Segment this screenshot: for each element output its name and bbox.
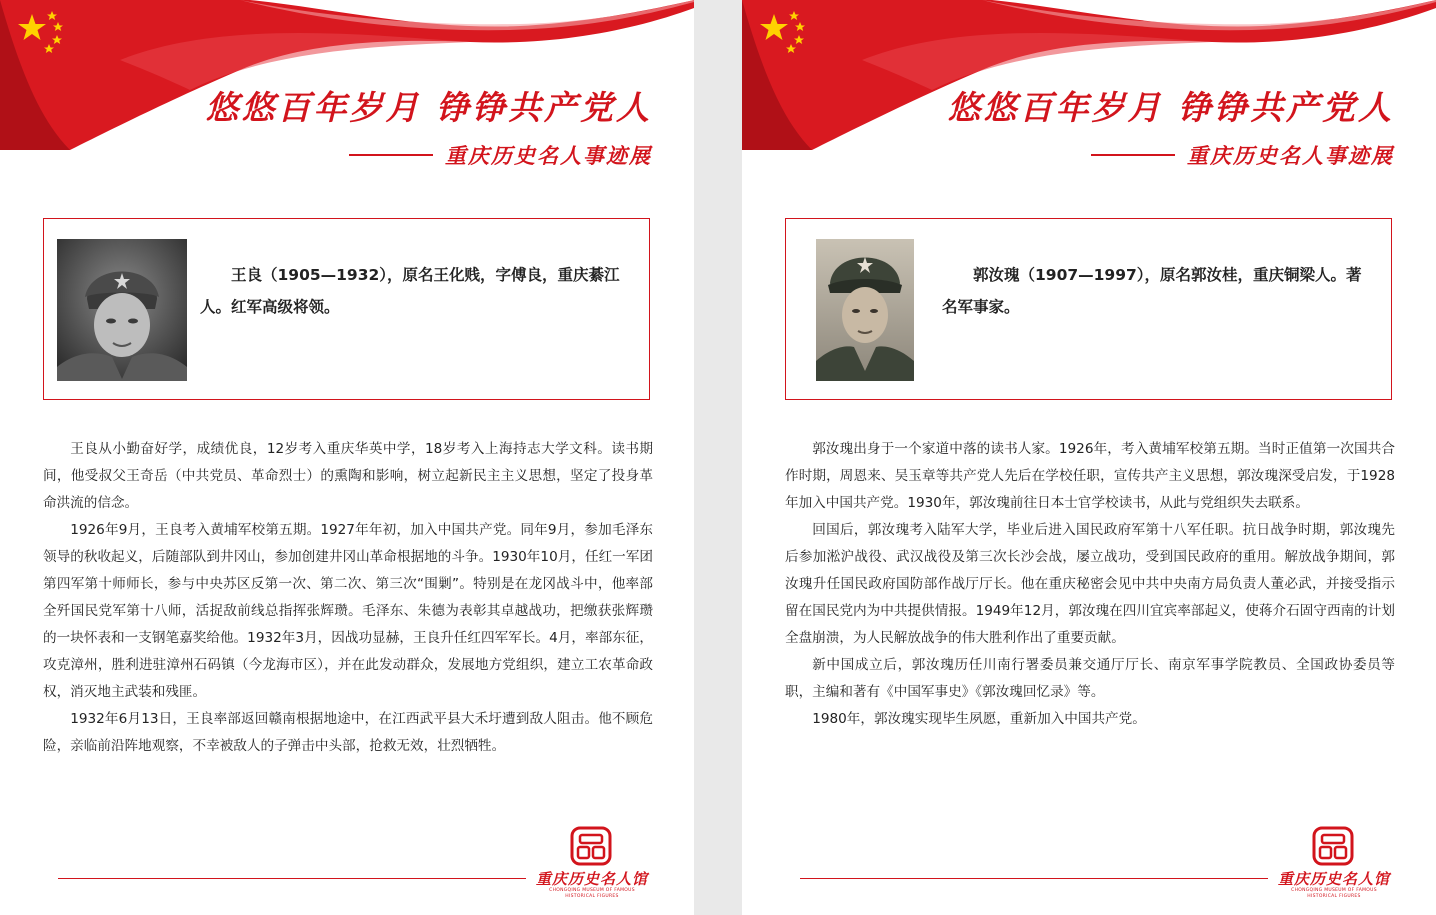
paragraph: 1932年6月13日，王良率部返回赣南根据地途中，在江西武平县大禾圩遭到敌人阻击。他不顾危险，亲临前沿阵地观察，不幸被敌人的子弹击中头部，抢救无效，壮烈牺牲。: [43, 711, 653, 754]
profile-intro: 王良（1905—1932），原名王化贱，字傅良，重庆綦江人。红军高级将领。: [200, 266, 620, 316]
museum-en-line: CHONGQING MUSEUM OF FAMOUS: [549, 888, 635, 893]
subtitle-row: [349, 140, 652, 170]
biography-text: [43, 436, 653, 760]
footer-divider: [58, 878, 526, 879]
exhibition-subtitle: 重庆历史名人事迹展: [1187, 143, 1394, 168]
profile-card: [785, 218, 1392, 400]
paragraph: 郭汝瑰出身于一个家道中落的读书人家。1926年，考入黄埔军校第五期。当时正值第一次国共合作时期，周恩来、吴玉章等共产党人先后在学校任职，宣传共产主义思想，郭汝瑰深受启发，于1928年加入中国共产党。1930年，郭汝瑰前往日本士官学校读书，从此与党组织失去联系。: [785, 441, 1395, 511]
museum-name-english: [1270, 888, 1398, 900]
museum-name: 重庆历史名人馆: [535, 870, 648, 888]
paragraph: 王良从小勤奋好学，成绩优良，12岁考入重庆华英中学，18岁考入上海持志大学文科。读书期间，他受叔父王奇岳（中共党员、革命烈士）的熏陶和影响，树立起新民主主义思想，坚定了投身革命洪流的信念。: [43, 441, 653, 511]
subtitle-divider: [349, 154, 433, 156]
red-flag-banner: [742, 0, 1436, 160]
museum-seal-icon: [570, 826, 612, 866]
profile-card: [43, 218, 650, 400]
museum-name-english: [528, 888, 656, 900]
biography-text: [785, 436, 1395, 733]
museum-en-line: CHONGQING MUSEUM OF FAMOUS: [1291, 888, 1377, 893]
museum-seal-icon: [1312, 826, 1354, 866]
paragraph: 1926年9月，王良考入黄埔军校第五期。1927年年初，加入中国共产党。同年9月，参加毛泽东领导的秋收起义，后随部队到井冈山，参加创建井冈山革命根据地的斗争。1930年10月，任红一军团第四军第十师师长，参与中央苏区反第一次、第二次、第三次“围剿”。特别是在龙冈战斗中，他率部全歼国民党军第十八师，活捉敌前线总指挥张辉瓒。毛泽东、朱德为表彰其卓越战功，把缴获张辉瓒的一块怀表和一支钢笔嘉奖给他。1932年3月，因战功显赫，王良升任红四军军长。4月，率部东征，攻克漳州，胜利进驻漳州石码镇（今龙海市区），并在此发动群众，发展地方党组织，建立工农革命政权，消灭地主武装和残匪。: [43, 522, 653, 700]
subtitle-divider: [1091, 154, 1175, 156]
footer-divider: [800, 878, 1268, 879]
exhibition-title: 悠悠百年岁月 铮铮共产党人: [205, 88, 652, 127]
exhibit-page-wang-liang: [0, 0, 694, 915]
profile-intro: 郭汝瑰（1907—1997），原名郭汝桂，重庆铜梁人。著名军事家。: [942, 266, 1362, 316]
museum-name: 重庆历史名人馆: [1277, 870, 1390, 888]
red-flag-banner: [0, 0, 694, 160]
museum-en-line: HISTORICAL FIGURES: [1307, 894, 1361, 899]
paragraph: 回国后，郭汝瑰考入陆军大学，毕业后进入国民政府军第十八军任职。抗日战争时期，郭汝瑰先后参加淞沪战役、武汉战役及第三次长沙会战，屡立战功，受到国民政府的重用。解放战争期间，郭汝瑰升任国民政府国防部作战厅厅长。他在重庆秘密会见中共中央南方局负责人董必武，并接受指示留在国民党内为中共提供情报。1949年12月，郭汝瑰在四川宜宾率部起义，使蒋介石固守西南的计划全盘崩溃，为人民解放战争的伟大胜利作出了重要贡献。: [785, 522, 1395, 646]
portrait-photo: [57, 239, 187, 381]
exhibition-subtitle: 重庆历史名人事迹展: [445, 143, 652, 168]
portrait-photo: [816, 239, 914, 381]
exhibition-title: 悠悠百年岁月 铮铮共产党人: [947, 88, 1394, 127]
exhibit-page-guo-rugui: [742, 0, 1436, 915]
museum-en-line: HISTORICAL FIGURES: [565, 894, 619, 899]
subtitle-row: [1091, 140, 1394, 170]
paragraph: 新中国成立后，郭汝瑰历任川南行署委员兼交通厅厅长、南京军事学院教员、全国政协委员等职，主编和著有《中国军事史》《郭汝瑰回忆录》等。: [785, 657, 1395, 700]
paragraph: 1980年，郭汝瑰实现毕生夙愿，重新加入中国共产党。: [812, 711, 1146, 727]
